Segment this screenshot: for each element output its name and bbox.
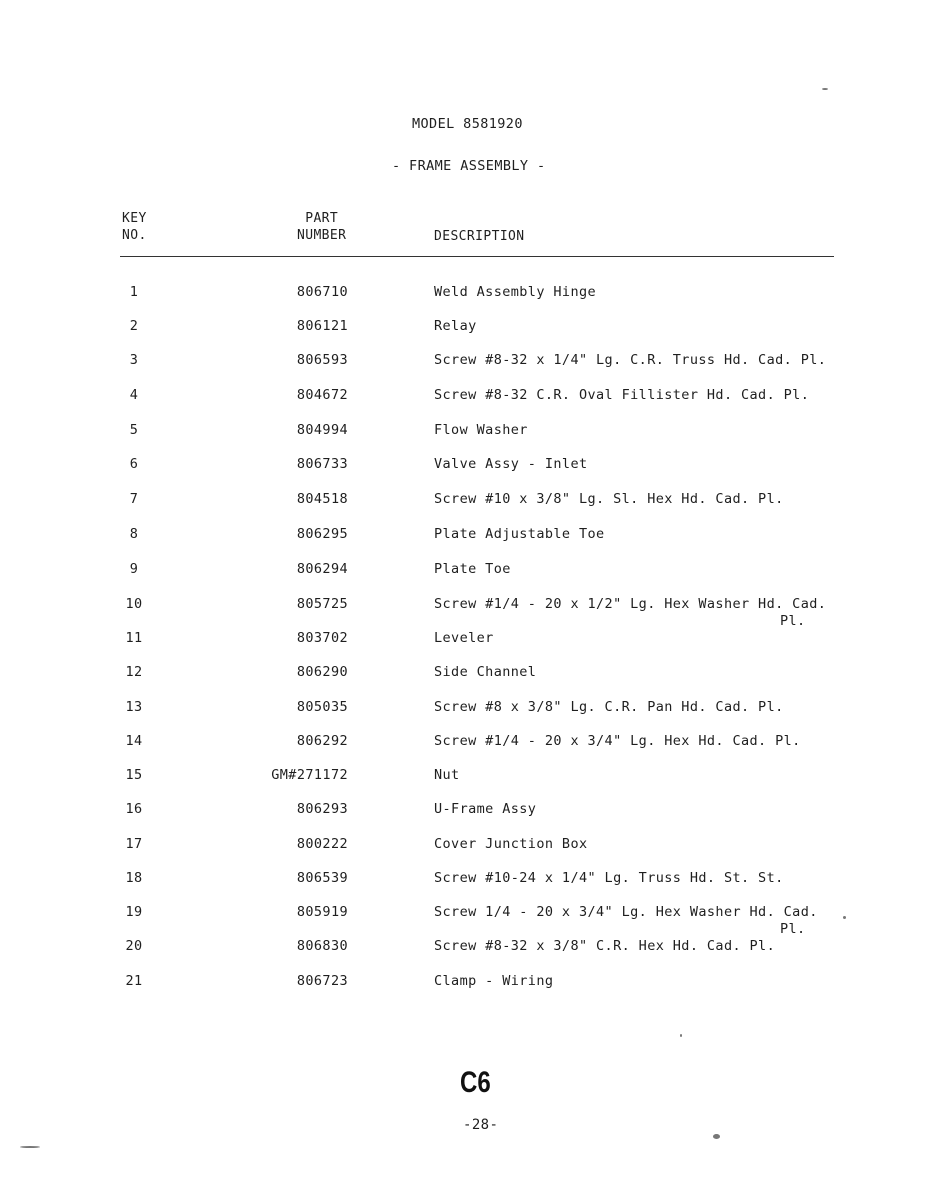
part-description: Plate Adjustable Toe <box>434 526 605 542</box>
part-number: 806710 <box>296 284 348 300</box>
part-number: 805919 <box>296 904 348 920</box>
part-description: Side Channel <box>434 664 537 680</box>
key-number: 19 <box>125 904 143 920</box>
part-number: 800222 <box>296 836 348 852</box>
key-number: 11 <box>125 630 143 646</box>
part-description: U-Frame Assy <box>434 801 537 817</box>
part-description: Nut <box>434 767 460 783</box>
key-header-line2: NO. <box>122 228 147 243</box>
scan-speck <box>713 1134 720 1139</box>
part-number: 805725 <box>296 596 348 612</box>
key-number: 15 <box>125 767 143 783</box>
part-number: 806293 <box>296 801 348 817</box>
key-number: 9 <box>129 561 139 577</box>
scan-speck <box>680 1034 682 1037</box>
part-description: Screw 1/4 - 20 x 3/4" Lg. Hex Washer Hd. Cad. <box>434 904 818 920</box>
part-description: Leveler <box>434 630 494 646</box>
part-description: Valve Assy - Inlet <box>434 456 588 472</box>
key-header-line1: KEY <box>122 211 147 226</box>
part-number: 806723 <box>296 973 348 989</box>
part-description: Screw #8-32 C.R. Oval Fillister Hd. Cad. Pl. <box>434 387 810 403</box>
key-number: 21 <box>125 973 143 989</box>
part-number: 806292 <box>296 733 348 749</box>
key-number: 14 <box>125 733 143 749</box>
key-number: 10 <box>125 596 143 612</box>
key-number: 1 <box>129 284 139 300</box>
part-number: 803702 <box>296 630 348 646</box>
key-number: 16 <box>125 801 143 817</box>
part-description: Flow Washer <box>434 422 528 438</box>
key-number: 4 <box>129 387 139 403</box>
key-number: 5 <box>129 422 139 438</box>
key-number: 7 <box>129 491 139 507</box>
section-title: - FRAME ASSEMBLY - <box>392 158 546 174</box>
key-number: 3 <box>129 352 139 368</box>
part-number: 806121 <box>296 318 348 334</box>
scan-speck <box>843 916 846 919</box>
key-number: 12 <box>125 664 143 680</box>
part-description: Clamp - Wiring <box>434 973 554 989</box>
part-description: Screw #10-24 x 1/4" Lg. Truss Hd. St. St. <box>434 870 784 886</box>
part-column-header <box>297 210 346 244</box>
part-number: 804518 <box>296 491 348 507</box>
part-description: Plate Toe <box>434 561 511 577</box>
key-column-header <box>122 210 147 244</box>
part-description-continued: Pl. <box>780 613 806 629</box>
part-number: 806733 <box>296 456 348 472</box>
key-number: 6 <box>129 456 139 472</box>
header-divider <box>120 256 834 257</box>
part-number: 805035 <box>296 699 348 715</box>
key-number: 13 <box>125 699 143 715</box>
part-number: 806593 <box>296 352 348 368</box>
key-number: 8 <box>129 526 139 542</box>
part-description: Cover Junction Box <box>434 836 588 852</box>
key-number: 18 <box>125 870 143 886</box>
part-number: 804672 <box>296 387 348 403</box>
key-number: 20 <box>125 938 143 954</box>
part-number: 806830 <box>296 938 348 954</box>
part-header-line1: PART <box>305 211 339 226</box>
description-column-header: DESCRIPTION <box>434 229 525 244</box>
part-description: Weld Assembly Hinge <box>434 284 597 300</box>
part-number: 806290 <box>296 664 348 680</box>
key-number: 2 <box>129 318 139 334</box>
page-number: -28- <box>463 1117 499 1133</box>
part-description: Screw #8-32 x 1/4" Lg. C.R. Truss Hd. Cad. Pl. <box>434 352 827 368</box>
part-description-continued: Pl. <box>780 921 806 937</box>
part-number: 804994 <box>296 422 348 438</box>
part-number: 806295 <box>296 526 348 542</box>
scan-speck <box>822 88 828 90</box>
part-header-line2: NUMBER <box>297 228 347 243</box>
page-code: C6 <box>460 1066 491 1099</box>
part-description: Screw #1/4 - 20 x 1/2" Lg. Hex Washer Hd. Cad. <box>434 596 827 612</box>
part-description: Screw #1/4 - 20 x 3/4" Lg. Hex Hd. Cad. Pl. <box>434 733 801 749</box>
part-number: 806539 <box>296 870 348 886</box>
part-number: 806294 <box>296 561 348 577</box>
part-description: Screw #8-32 x 3/8" C.R. Hex Hd. Cad. Pl. <box>434 938 776 954</box>
key-number: 17 <box>125 836 143 852</box>
part-number: GM#271172 <box>271 767 348 783</box>
scan-speck <box>20 1146 40 1148</box>
model-title: MODEL 8581920 <box>412 116 523 132</box>
part-description: Screw #8 x 3/8" Lg. C.R. Pan Hd. Cad. Pl. <box>434 699 784 715</box>
part-description: Screw #10 x 3/8" Lg. Sl. Hex Hd. Cad. Pl. <box>434 491 784 507</box>
part-description: Relay <box>434 318 477 334</box>
